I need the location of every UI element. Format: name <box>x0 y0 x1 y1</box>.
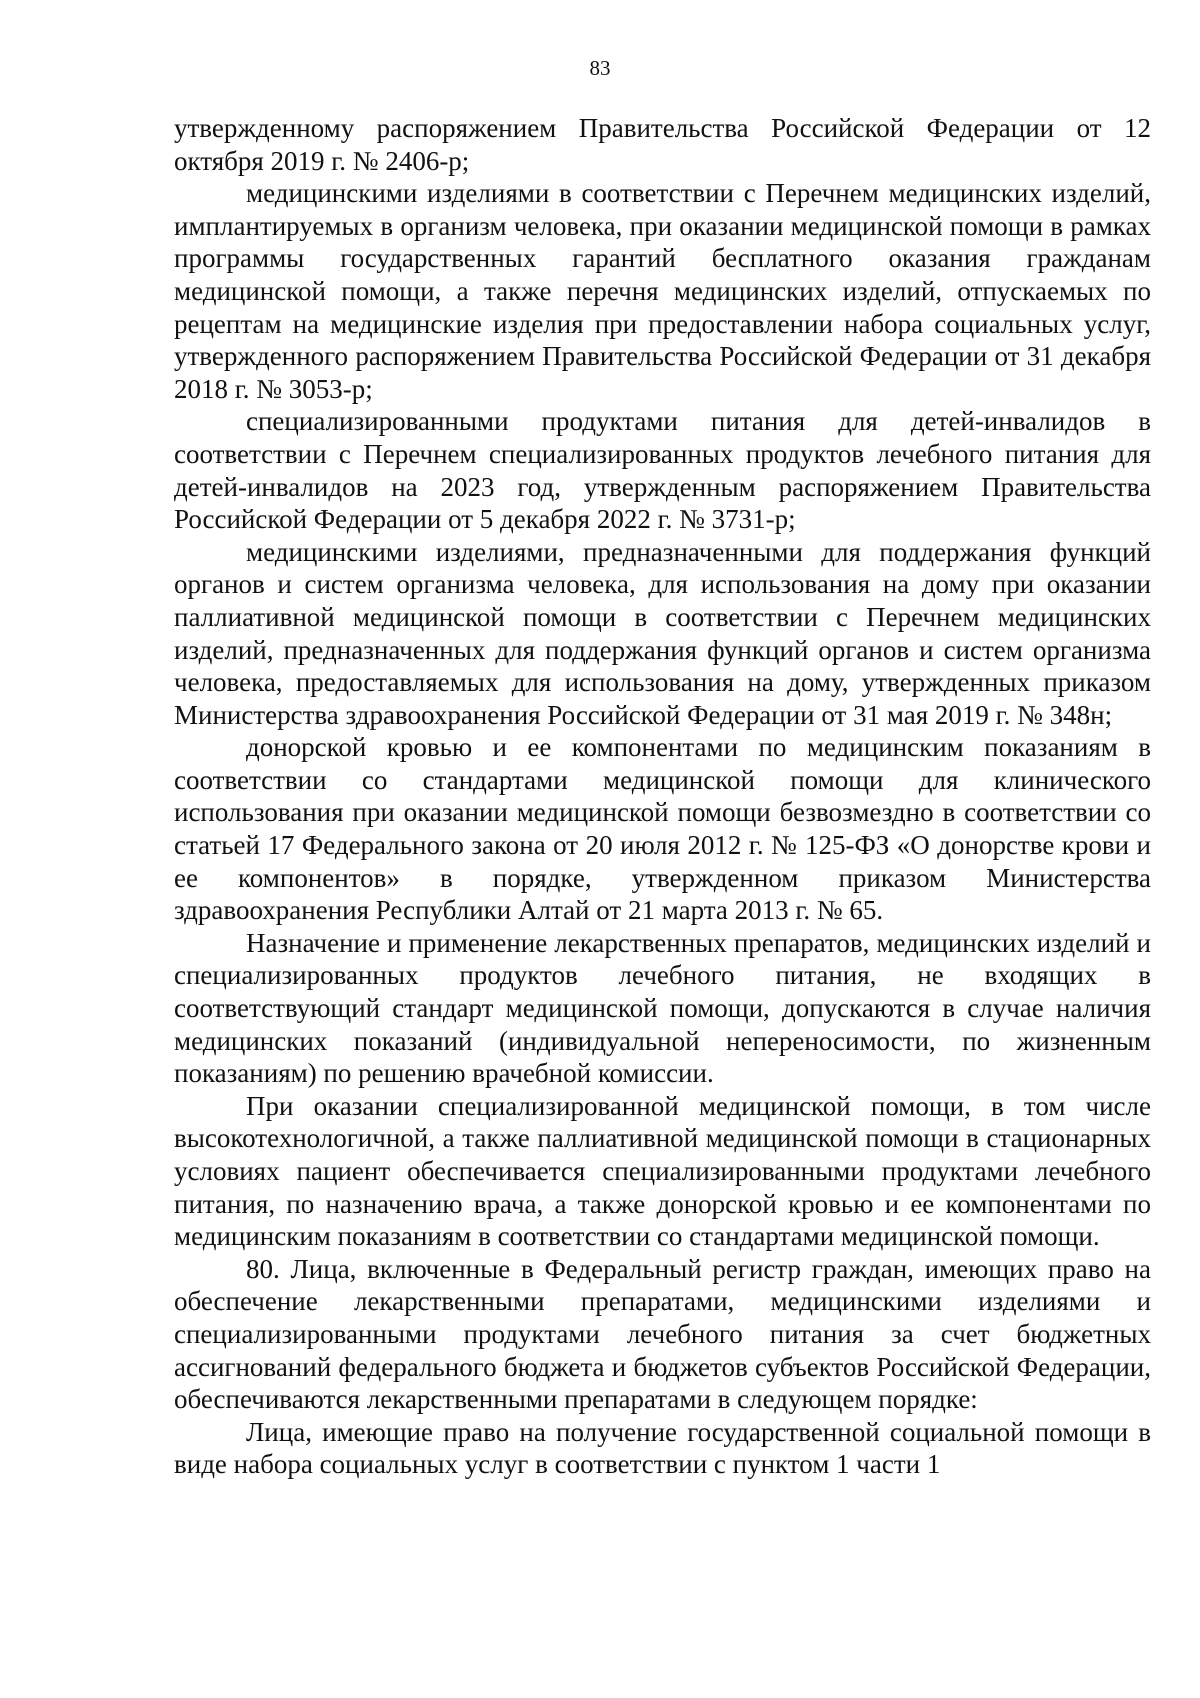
paragraph-80-federal-register: 80. Лица, включенные в Федеральный регистр граждан, имеющих право на обеспечение лекарственными препаратами, медицинскими изделиями и специализированными продуктами лечебного питания за счет бюджетных ассигнований федерального бюджета и бюджетов субъектов Российской Федерации, обеспечиваются лекарственными препаратами в следующем порядке: <box>174 1253 1151 1415</box>
paragraph-donor-blood: донорской кровью и ее компонентами по медицинским показаниям в соответствии со стандартами медицинской помощи для клинического использования при оказании медицинской помощи безвозмездно в соответствии со статьей 17 Федерального закона от 20 июля 2012 г. № 125-ФЗ «О донорстве крови и ее компонентов» в порядке, утвержденном приказом Министерства здравоохранения Республики Алтай от 21 марта 2013 г. № 65. <box>174 732 1151 926</box>
paragraph-prescription-commission: Назначение и применение лекарственных препаратов, медицинских изделий и специализированных продуктов лечебного питания, не входящих в соответствующий стандарт медицинской помощи, допускаются в случае наличия медицинских показаний (индивидуальной непереносимости, по жизненным показаниям) по решению врачебной комиссии. <box>174 927 1151 1089</box>
document-body <box>174 112 1151 1481</box>
page-number: 83 <box>589 56 611 80</box>
paragraph-palliative-devices: медицинскими изделиями, предназначенными для поддержания функций органов и систем организма человека, для использования на дому при оказании паллиативной медицинской помощи в соответствии с Перечнем медицинских изделий, предназначенных для поддержания функций органов и систем организма человека, предоставляемых для использования на дому, утвержденных приказом Министерства здравоохранения Российской Федерации от 31 мая 2019 г. № 348н; <box>174 536 1151 730</box>
paragraph-specialized-care: При оказании специализированной медицинской помощи, в том числе высокотехнологичной, а также паллиативной медицинской помощи в стационарных условиях пациент обеспечивается специализированными продуктами лечебного питания, по назначению врача, а также донорской кровью и ее компонентами по медицинским показаниям в соответствии со стандартами медицинской помощи. <box>174 1090 1151 1252</box>
paragraph-specialized-nutrition: специализированными продуктами питания для детей-инвалидов в соответствии с Перечнем специализированных продуктов лечебного питания для детей-инвалидов на 2023 год, утвержденным распоряжением Правительства Российской Федерации от 5 декабря 2022 г. № 3731-р; <box>174 406 1151 535</box>
paragraph-medical-devices-implantable: медицинскими изделиями в соответствии с Перечнем медицинских изделий, имплантируемых в организм человека, при оказании медицинской помощи в рамках программы государственных гарантий бесплатного оказания гражданам медицинской помощи, а также перечня медицинских изделий, отпускаемых по рецептам на медицинские изделия при предоставлении набора социальных услуг, утвержденного распоряжением Правительства Российской Федерации от 31 декабря 2018 г. № 3053-р; <box>174 178 1151 404</box>
paragraph-continuation: утвержденному распоряжением Правительства Российской Федерации от 12 октября 2019 г. № 2406-р; <box>174 113 1151 176</box>
paragraph-social-services: Лица, имеющие право на получение государственной социальной помощи в виде набора социальных услуг в соответствии с пунктом 1 части 1 <box>174 1416 1151 1480</box>
